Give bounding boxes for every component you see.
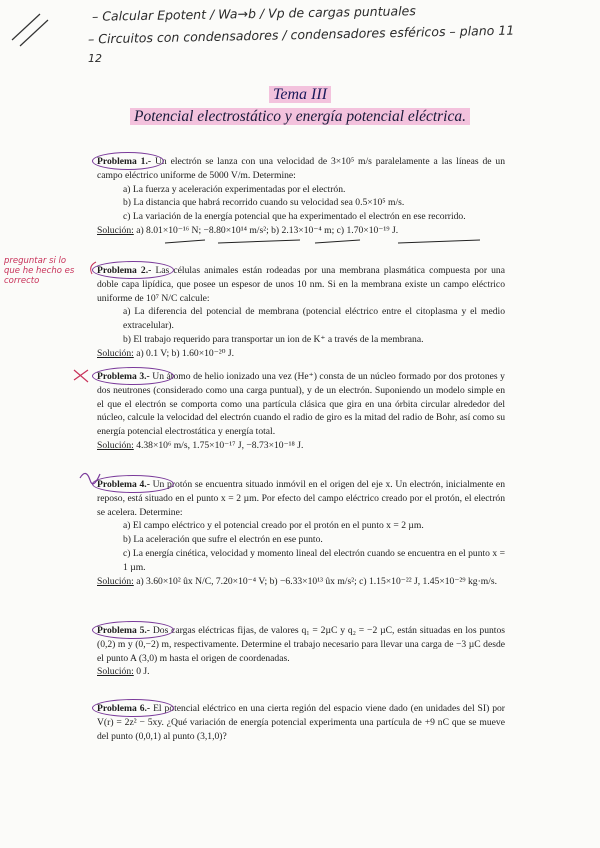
problem-4 xyxy=(97,478,505,588)
problem-2 xyxy=(97,264,505,361)
annotation-circle xyxy=(92,699,174,717)
problem-item: c) La energía cinética, velocidad y momento lineal del electrón cuando se encuentra en el punto x = 1 µm. xyxy=(123,547,505,573)
annotation-circle xyxy=(92,475,174,493)
problem-item: c) La variación de la energía potencial que ha experimentado el electrón en ese recorrido. xyxy=(123,211,466,223)
problem-text: Las células animales están rodeadas por una membrana plasmática compuesta por una doble capa lipídica, que posee un espesor de unos 10 nm. Si en la membrana existe un campo eléctrico uniforme de 10⁷ N/C calcule: xyxy=(97,265,505,304)
problem-item: b) La aceleración que sufre el electrón en ese punto. xyxy=(123,534,323,546)
problem-label: Problema 2.- xyxy=(97,265,152,276)
problem-item: b) La distancia que habrá recorrido cuando su velocidad sea 0.5×10⁵ m/s. xyxy=(123,197,405,209)
chapter-subtitle: Potencial electrostático y energía potencial eléctrica. xyxy=(0,108,600,126)
annotation-circle xyxy=(92,261,174,279)
solution-line: Solución: 4.38×10⁶ m/s, 1.75×10⁻¹⁷ J, −8.73×10⁻¹⁸ J. xyxy=(97,439,304,451)
problem-item: a) La fuerza y aceleración experimentadas por el electrón. xyxy=(123,183,346,195)
problem-text: Un electrón se lanza con una velocidad de 3×10⁵ m/s paralelamente a las líneas de un campo eléctrico uniforme de 5000 V/m. Determine: xyxy=(97,156,505,181)
solution-line: Solución: a) 8.01×10⁻¹⁶ N; −8.80×10¹⁴ m/s²; b) 2.13×10⁻⁴ m; c) 1.70×10⁻¹⁹ J. xyxy=(97,224,399,236)
annotation-circle xyxy=(92,152,164,170)
problem-item: b) El trabajo requerido para transportar un ion de K⁺ a través de la membrana. xyxy=(123,333,424,345)
margin-note: preguntar si lo que he hecho es correcto xyxy=(4,256,75,286)
annotation-circle xyxy=(92,621,174,639)
problem-label: Problema 6.- xyxy=(97,703,151,714)
chapter-title: Tema III xyxy=(0,86,600,104)
problem-text: El potencial eléctrico en una cierta región del espacio viene dado (en unidades del SI) por V(r) = 2z² − 5xy. ¿Qué variación de energía potencial experimenta una partícula de +9 nC que se mueve del punto (0,0,1) al punto (3,1,0)? xyxy=(97,703,505,742)
handwritten-note-3: 12 xyxy=(88,52,102,65)
problem-text: Un átomo de helio ionizado una vez (He⁺) consta de un núcleo formado por dos protones y dos neutrones (considerado como una carga puntual), y de un electrón. Suponiendo un modelo simple en el que el electrón se comporta como una partícula clásica que gira en una órbita circular alrededor del núcleo, calcule la velocidad del electrón cuando el radio de giro es la mitad del radio de Bohr, así como su energía potencial electrostática y energía total. xyxy=(97,371,505,438)
solution-line: Solución: a) 3.60×10² ûx N/C, 7.20×10⁻⁴ V; b) −6.33×10¹³ ûx m/s²; c) 1.15×10⁻²² J, 1.45×10⁻²⁹ kg·m/s. xyxy=(97,575,498,587)
solution-line: Solución: a) 0.1 V; b) 1.60×10⁻²⁰ J. xyxy=(97,347,235,359)
problem-label: Problema 4.- xyxy=(97,479,150,490)
solution-line: Solución: 0 J. xyxy=(97,666,150,678)
problem-label: Problema 1.- xyxy=(97,156,152,167)
handwritten-note-1: – Calcular Epotent / Wa→b / Vp de cargas puntuales xyxy=(91,3,416,24)
problem-1 xyxy=(97,155,505,238)
problem-text: Dos cargas eléctricas fijas, de valores q₁ = 2µC y q₂ = −2 µC, están situadas en los puntos (0,2) m y (0,−2) m, respectivamente. Determine el trabajo necesario para llevar una carga de −3 µC desde el punto A (3,0) m hasta el origen de coordenadas. xyxy=(97,625,505,664)
problem-item: a) El campo eléctrico y el potencial creado por el protón en el punto x = 2 µm. xyxy=(123,520,424,532)
problem-label: Problema 5.- xyxy=(97,625,151,636)
annotation-circle xyxy=(92,367,174,385)
problem-item: a) La diferencia del potencial de membrana (potencial eléctrico entre el citoplasma y el medio extracelular). xyxy=(123,306,505,332)
problem-text: Un protón se encuentra situado inmóvil en el origen del eje x. Un electrón, inicialmente en reposo, está situado en el punto x = 2 µm. Por efecto del campo eléctrico creado por el protón, el electrón se acelera. Determine: xyxy=(97,479,505,518)
handwritten-note-2: – Circuitos con condensadores / condensadores esféricos – plano 11 xyxy=(87,22,515,47)
problem-label: Problema 3.- xyxy=(97,371,150,382)
